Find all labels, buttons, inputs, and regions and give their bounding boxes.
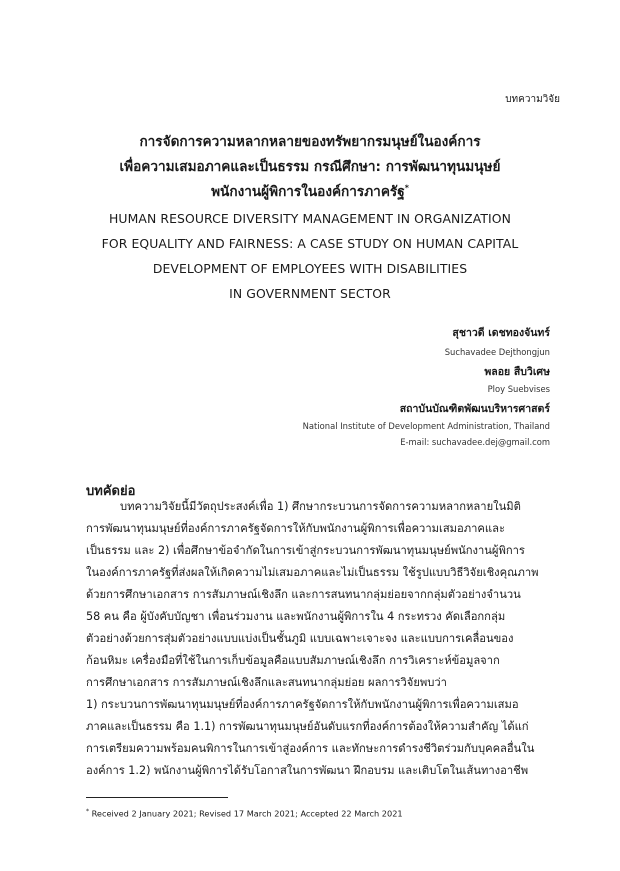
title-en-line-4: IN GOVERNMENT SECTOR — [229, 286, 391, 301]
abstract-line: 58 คน คือ ผู้บังคับบัญชา เพื่อนร่วมงาน และพนักงานผู้พิการใน 4 กระทรวง คัดเลือกกลุ่ม — [86, 610, 506, 623]
title-th-line-1: การจัดการความหลากหลายของทรัพยากรมนุษย์ในองค์การ — [139, 134, 481, 150]
abstract-line: องค์การ 1.2) พนักงานผู้พิการได้รับโอกาสในการพัฒนา ฝึกอบรม และเติบโตในเส้นทางอาชีพ — [86, 764, 529, 777]
abstract-line: ภาคและเป็นธรรม คือ 1.1) การพัฒนาทุนมนุษย์อันดับแรกที่องค์การต้องให้ความสำคัญ ได้แก่ — [86, 720, 529, 733]
title-en-line-3: DEVELOPMENT OF EMPLOYEES WITH DISABILITIES — [152, 261, 468, 276]
abstract-line: เป็นธรรม และ 2) เพื่อศึกษาข้อจำกัดในการเข้าสู่กระบวนการพัฒนาทุนมนุษย์พนักงานผู้พิการ — [86, 544, 525, 557]
author-email: E-mail: suchavadee.dej@gmail.com — [400, 437, 550, 447]
title-th-line-3-text: พนักงานผู้พิการในองค์การภาครัฐ — [211, 184, 405, 200]
author-1-name-th: สุชาวดี เดชทองจันทร์ — [452, 327, 550, 339]
section-label: บทความวิจัย — [505, 94, 560, 105]
title-th-line-3 — [0, 180, 620, 202]
abstract-line: การศึกษาเอกสาร การสัมภาษณ์เชิงลึกและสนทนากลุ่มย่อย ผลการวิจัยพบว่า — [86, 676, 447, 689]
abstract-line: 1) กระบวนการพัฒนาทุนมนุษย์ที่องค์การภาครัฐจัดการให้กับพนักงานผู้พิการเพื่อความเสมอ — [86, 698, 519, 711]
title-en-line-1: HUMAN RESOURCE DIVERSITY MANAGEMENT IN ORGANIZATION — [109, 211, 511, 226]
abstract-line: ในองค์การภาครัฐที่ส่งผลให้เกิดความไม่เสมอภาคและไม่เป็นธรรม ใช้รูปแบบวิธีวิจัยเชิงคุณภาพ — [86, 566, 539, 579]
abstract-line: การเตรียมความพร้อมคนพิการในการเข้าสู่องค์การ และทักษะการดำรงชีวิตร่วมกับบุคคลอื่นใน — [86, 742, 535, 755]
author-1-name-en: Suchavadee Dejthongjun — [444, 347, 550, 357]
author-2-name-th: พลอย สืบวิเศษ — [484, 366, 550, 378]
title-en-line-2: FOR EQUALITY AND FAIRNESS: A CASE STUDY ON HUMAN CAPITAL — [101, 236, 519, 251]
author-2-name-en: Ploy Suebvises — [487, 384, 550, 394]
footnote-text: Received 2 January 2021; Revised 17 March 2021; Accepted 22 March 2021 — [91, 808, 403, 819]
abstract-heading: บทคัดย่อ — [86, 484, 136, 499]
title-th-line-2: เพื่อความเสมอภาคและเป็นธรรม กรณีศึกษา: การพัฒนาทุนมนุษย์ — [119, 159, 501, 175]
abstract-line: ด้วยการศึกษาเอกสาร การสัมภาษณ์เชิงลึก และการสนทนากลุ่มย่อยจากกลุ่มตัวอย่างจำนวน — [86, 588, 521, 601]
footnote-mark: * — [86, 808, 89, 815]
abstract-line: ตัวอย่างด้วยการสุ่มตัวอย่างแบบแบ่งเป็นชั้นภูมิ แบบเฉพาะเจาะจง และแบบการเคลื่อนของ — [86, 632, 514, 645]
abstract-line: ก้อนหิมะ เครื่องมือที่ใช้ในการเก็บข้อมูลคือแบบสัมภาษณ์เชิงลึก การวิเคราะห์ข้อมูลจาก — [86, 654, 500, 667]
affiliation-en: National Institute of Development Administration, Thailand — [302, 421, 550, 431]
footnote-rule — [86, 797, 228, 798]
affiliation-th: สถาบันบัณฑิตพัฒนบริหารศาสตร์ — [399, 403, 550, 415]
abstract-line: การพัฒนาทุนมนุษย์ที่องค์การภาครัฐจัดการให้กับพนักงานผู้พิการเพื่อความเสมอภาคและ — [86, 522, 505, 535]
footnote — [86, 808, 403, 819]
title-footnote-mark: * — [404, 183, 409, 193]
abstract-line: บทความวิจัยนี้มีวัตถุประสงค์เพื่อ 1) ศึกษากระบวนการจัดการความหลากหลายในมิติ — [120, 500, 521, 513]
